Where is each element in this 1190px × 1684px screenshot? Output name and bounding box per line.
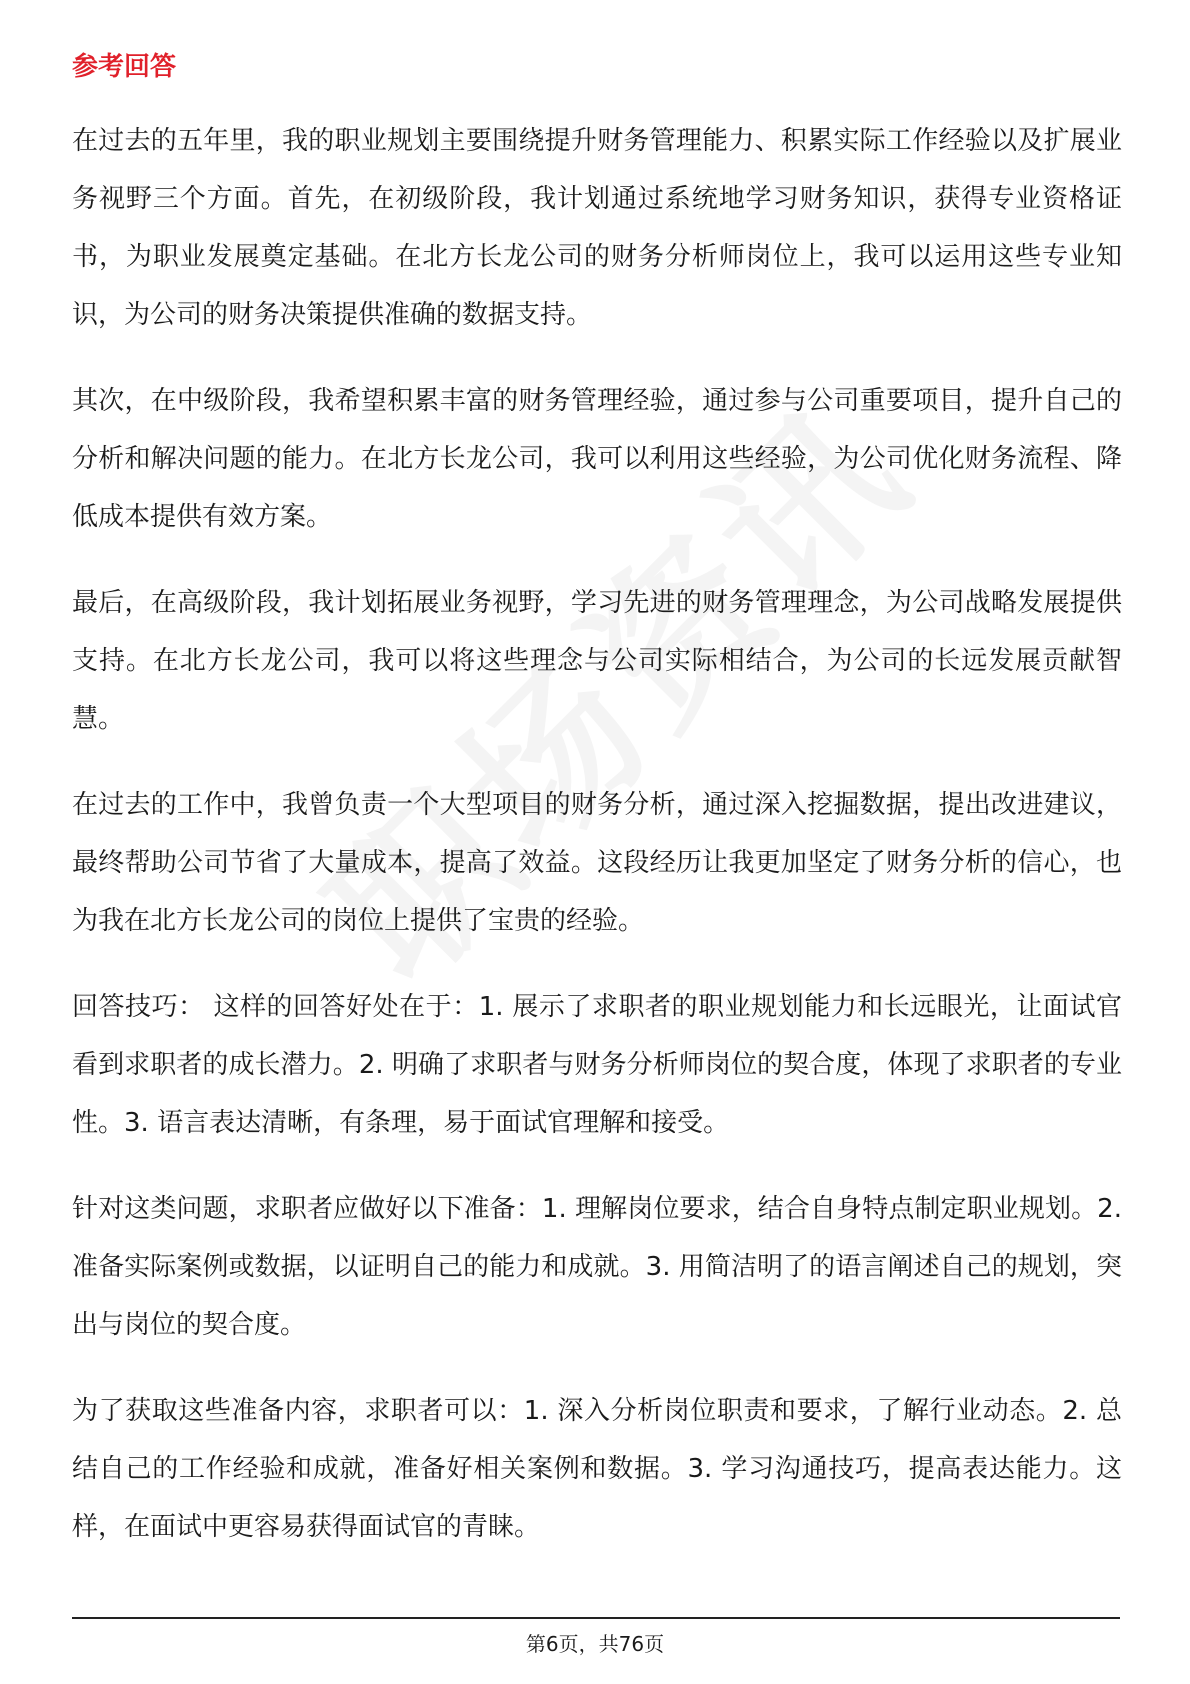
paragraph-2: 其次，在中级阶段，我希望积累丰富的财务管理经验，通过参与公司重要项目，提升自己的分析和解决问题的能力。在北方长龙公司，我可以利用这些经验，为公司优化财务流程、降低成本提供有效方案。 xyxy=(72,386,1122,532)
paragraph-3: 最后，在高级阶段，我计划拓展业务视野，学习先进的财务管理理念，为公司战略发展提供支持。在北方长龙公司，我可以将这些理念与公司实际相结合，为公司的长远发展贡献智慧。 xyxy=(72,588,1122,734)
paragraph-answer-tips: 回答技巧： 这样的回答好处在于：1. 展示了求职者的职业规划能力和长远眼光，让面试官看到求职者的成长潜力。2. 明确了求职者与财务分析师岗位的契合度，体现了求职者的专业性。3. 语言表达清晰，有条理，易于面试官理解和接受。 xyxy=(72,992,1122,1138)
section-heading: 参考回答 xyxy=(72,52,177,82)
page-number: 第6页，共76页 xyxy=(525,1632,665,1656)
paragraph-4: 在过去的工作中，我曾负责一个大型项目的财务分析，通过深入挖掘数据，提出改进建议，最终帮助公司节省了大量成本，提高了效益。这段经历让我更加坚定了财务分析的信心，也为我在北方长龙公司的岗位上提供了宝贵的经验。 xyxy=(72,790,1122,936)
document-body xyxy=(72,50,1122,1584)
footer-divider xyxy=(72,1617,1120,1619)
paragraph-preparation: 针对这类问题，求职者应做好以下准备：1. 理解岗位要求，结合自身特点制定职业规划。2. 准备实际案例或数据，以证明自己的能力和成就。3. 用简洁明了的语言阐述自己的规划，突出与岗位的契合度。 xyxy=(72,1194,1122,1340)
paragraph-acquire: 为了获取这些准备内容，求职者可以：1. 深入分析岗位职责和要求，了解行业动态。2. 总结自己的工作经验和成就，准备好相关案例和数据。3. 学习沟通技巧，提高表达能力。这样，在面试中更容易获得面试官的青睐。 xyxy=(72,1396,1122,1542)
paragraph-1: 在过去的五年里，我的职业规划主要围绕提升财务管理能力、积累实际工作经验以及扩展业务视野三个方面。首先，在初级阶段，我计划通过系统地学习财务知识，获得专业资格证书，为职业发展奠定基础。在北方长龙公司的财务分析师岗位上，我可以运用这些专业知识，为公司的财务决策提供准确的数据支持。 xyxy=(72,126,1122,330)
